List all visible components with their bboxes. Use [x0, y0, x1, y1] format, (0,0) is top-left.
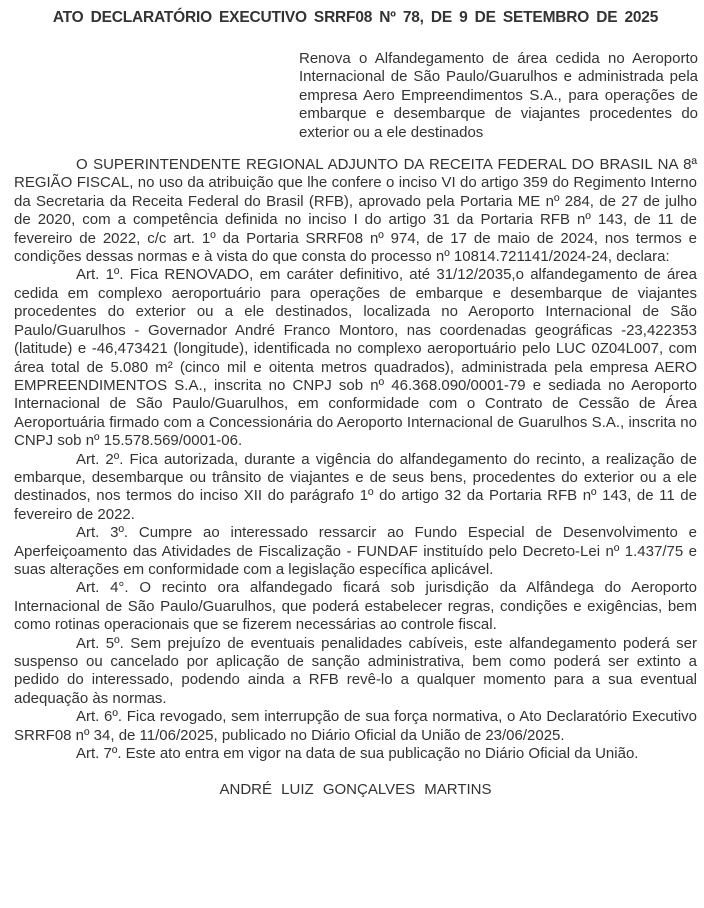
article-7: Art. 7º. Este ato entra em vigor na data de sua publicação no Diário Oficial da União. [76, 745, 639, 763]
article-4: Art. 4°. O recinto ora alfandegado ficará sob jurisdição da Alfândega do Aeroporto Internacional de São Paulo/Guarulhos, que poderá estabelecer regras, condições e exigências, bem como rotinas operacionais que se fizerem necessárias ao controle fiscal. [14, 579, 697, 634]
article-2: Art. 2º. Fica autorizada, durante a vigência do alfandegamento do recinto, a realização de embarque, desembarque ou trânsito de viajantes e de seus bens, procedentes do exterior ou a ele destinados, nos termos do inciso XII do parágrafo 1º do artigo 32 da Portaria RFB nº 143, de 11 de fevereiro de 2022. [14, 450, 697, 523]
article-3: Art. 3º. Cumpre ao interessado ressarcir ao Fundo Especial de Desenvolvimento e Aperfeiçoamento das Atividades de Fiscalização - FUNDAF instituído pelo Decreto-Lei nº 1.437/75 e suas alterações em conformidade com a legislação específica aplicável. [14, 524, 697, 578]
article-5: Art. 5º. Sem prejuízo de eventuais penalidades cabíveis, este alfandegamento poderá ser suspenso ou cancelado por aplicação de sanção administrativa, bem como poderá ser extinto a pedido do interessado, podendo ainda a RFB revê-lo a qualquer momento para a sua eventual adequação às normas. [14, 634, 697, 707]
article-6: Art. 6º. Fica revogado, sem interrupção de sua força normativa, o Ato Declaratório Executivo SRRF08 nº 34, de 11/06/2025, publicado no Diário Oficial da União de 23/06/2025. [14, 708, 697, 744]
document-title: ATO DECLARATÓRIO EXECUTIVO SRRF08 Nº 78, DE 9 DE SETEMBRO DE 2025 [52, 9, 659, 26]
document-summary: Renova o Alfandegamento de área cedida no Aeroporto Internacional de São Paulo/Guarulhos e administrada pela empresa Aero Empreendimentos S.A., para operações de embarque e desembarque de viajantes procedentes do exterior ou a ele destinados [299, 50, 698, 141]
document-preamble: O SUPERINTENDENTE REGIONAL ADJUNTO DA RECEITA FEDERAL DO BRASIL NA 8ª REGIÃO FISCAL, no uso da atribuição que lhe confere o inciso VI do artigo 359 do Regimento Interno da Secretaria da Receita Federal do Brasil (RFB), aprovado pela Portaria ME nº 284, de 27 de julho de 2020, com a competência definida no inciso I do artigo 31 da Portaria RFB nº 143, de 11 de fevereiro de 2022, c/c art. 1º da Portaria SRRF08 nº 974, de 17 de maio de 2024, nos termos e condições dessas normas e à vista do que consta do processo nº 10814.721141/2024-24, declara: [14, 156, 697, 266]
article-1: Art. 1º. Fica RENOVADO, em caráter definitivo, até 31/12/2035,o alfandegamento de área cedida em complexo aeroportuário para operações de embarque e desembarque de viajantes procedentes do exterior ou a ele destinados, localizada no Aeroporto Internacional de São Paulo/Guarulhos - Governador André Franco Montoro, nas coordenadas geográficas -23,422353 (latitude) e -46,473421 (longitude), identificada no complexo aeroportuário pelo LUC 0Z04L007, com área total de 5.080 m² (cinco mil e oitenta metros quadrados), administrada pela empresa AERO EMPREENDIMENTOS S.A., inscrita no CNPJ sob nº 46.368.090/0001-79 e sediada no Aeroporto Internacional de São Paulo/Guarulhos, em conformidade com o Contrato de Cessão de Área Aeroportuária firmado com a Concessionária do Aeroporto Internacional de Guarulhos S.A., inscrita no CNPJ sob nº 15.578.569/0001-06. [14, 266, 697, 450]
signature-name: ANDRÉ LUIZ GONÇALVES MARTINS [219, 781, 492, 799]
